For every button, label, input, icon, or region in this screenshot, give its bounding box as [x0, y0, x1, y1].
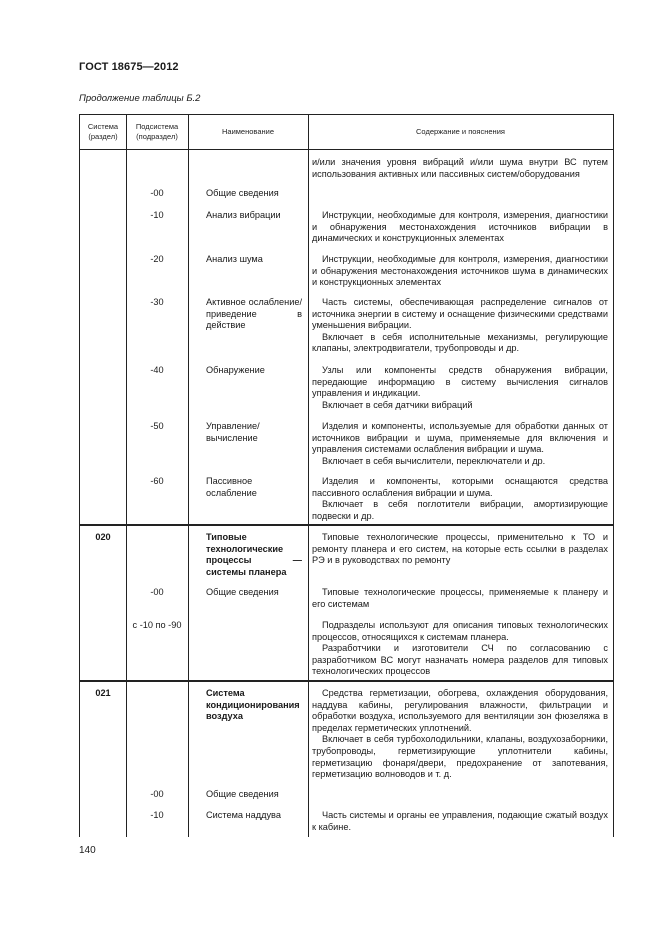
row-description-block [312, 688, 608, 781]
row-description: Средства герметизации, обогрева, охлаждения оборудования, наддува кабины, регулирования влажности, фильтрации и обработки воздуха, используемого для вентиляции зон фюзеляжа в пределах герметических уплотнений. [312, 688, 608, 733]
row-description-block [312, 532, 608, 567]
row-description-block [312, 297, 608, 355]
row-system-code: 021 [95, 688, 111, 698]
row-name: Система наддува [206, 810, 281, 820]
row-description-block [312, 810, 608, 833]
row-description: Включает в себя вычислители, переключатели и др. [322, 455, 546, 466]
row-description-block [312, 365, 608, 411]
row-description: Включает в себя поглотители вибрации, амортизирующие подвески и др. [312, 499, 608, 521]
row-name: Пассивное ослабление [206, 476, 257, 498]
row-name: Общие сведения [206, 587, 279, 597]
row-description: Часть системы, обеспечивающая распределение сигналов от источника энергии в систему и оснащение физическими средствами уменьшения вибрации. [312, 297, 608, 331]
row-description-block [312, 587, 608, 610]
row-subsystem: -20 [150, 254, 164, 264]
row-description: и/или значения уровня вибраций и/или шума внутри ВС путем использования активных или пассивных систем/оборудования [312, 157, 608, 179]
row-name: Анализ шума [206, 254, 263, 264]
row-name: Типовые технологические процессы — системы планера [206, 532, 302, 577]
row-subsystem: с -10 по -90 [132, 620, 182, 630]
row-subsystem: -60 [150, 476, 164, 486]
row-subsystem: -00 [150, 188, 164, 198]
column-header-name: Наименование [222, 127, 274, 136]
row-subsystem: -10 [150, 210, 164, 220]
row-description: Включает в себя турбохолодильники, клапаны, воздухозаборники, трубопроводы, герметизирующие уплотнители кабины, герметизацию фонаря/двери, предохранение от запотевания, герметизацию волноводов и т. д. [312, 734, 608, 780]
row-subsystem: -10 [150, 810, 164, 820]
section-divider [80, 680, 613, 682]
row-description: Узлы или компоненты средств обнаружения вибрации, передающие информацию в систему вычисления сигналов управления и индикации. [312, 365, 608, 399]
row-description: Инструкции, необходимые для контроля, измерения, диагностики и обнаружения местонахождения источников шума в динамических и конструкционных элементах [312, 254, 608, 288]
row-description-block [312, 421, 608, 467]
row-description: Подразделы используют для описания типовых технологических процессов, относящихся к системам планера. [312, 620, 608, 642]
row-system-code: 020 [95, 532, 111, 542]
row-description: Изделия и компоненты, которыми оснащаются средства пассивного ослабления вибрации и шума. [312, 476, 608, 498]
row-name: Активное ослабление/приведение в действие [206, 297, 302, 331]
header-divider [80, 149, 613, 150]
row-description: Инструкции, необходимые для контроля, измерения, диагностики и обнаружения местонахождения источников вибрации в динамических и конструкционных элементах [312, 210, 608, 244]
row-name: Анализ вибрации [206, 210, 281, 220]
row-name: Управление/вычисление [206, 421, 260, 443]
row-subsystem: -00 [150, 587, 164, 597]
column-header-subsystem: Подсистема (подраздел) [135, 122, 179, 141]
column-divider [308, 115, 309, 837]
column-header-description: Содержание и пояснения [416, 127, 505, 136]
section-divider [80, 524, 613, 526]
row-subsystem: -50 [150, 421, 164, 431]
table-row [312, 157, 608, 180]
row-subsystem: -40 [150, 365, 164, 375]
row-description: Типовые технологические процессы, применительно к ТО и ремонту планера и его систем, на которые есть ссылки в разделах РЭ и в руководствах по ремонту [312, 532, 608, 566]
row-description: Изделия и компоненты, используемые для обработки данных от источников вибрации и шума, применяемые для включения и управления системами ослабления вибрации и шума. [312, 421, 608, 455]
standards-table [79, 114, 614, 837]
row-description: Часть системы и органы ее управления, подающие сжатый воздух к кабине. [312, 810, 608, 832]
table-continuation-caption: Продолжение таблицы Б.2 [79, 93, 201, 104]
column-header-system: Система (раздел) [87, 122, 119, 141]
row-description-block [312, 254, 608, 289]
row-name: Общие сведения [206, 188, 279, 198]
row-description: Включает в себя исполнительные механизмы, регулирующие клапаны, электродвигатели, трубопроводы и др. [312, 331, 608, 354]
standard-title: ГОСТ 18675—2012 [79, 61, 179, 73]
column-divider [188, 115, 189, 837]
page-number: 140 [79, 845, 96, 856]
row-description: Разработчики и изготовители СЧ по согласованию с разработчиком ВС могут назначать номера разделов для типовых технологических процессов [312, 643, 608, 677]
row-subsystem: -30 [150, 297, 164, 307]
row-description-block [312, 620, 608, 678]
row-description-block [312, 476, 608, 522]
row-name: Общие сведения [206, 789, 279, 799]
row-subsystem: -00 [150, 789, 164, 799]
row-name: Система кондиционирования воздуха [206, 688, 300, 722]
row-description: Включает в себя датчики вибраций [322, 399, 473, 410]
row-name: Обнаружение [206, 365, 265, 375]
row-description-block [312, 210, 608, 245]
row-description: Типовые технологические процессы, применяемые к планеру и его системам [312, 587, 608, 609]
